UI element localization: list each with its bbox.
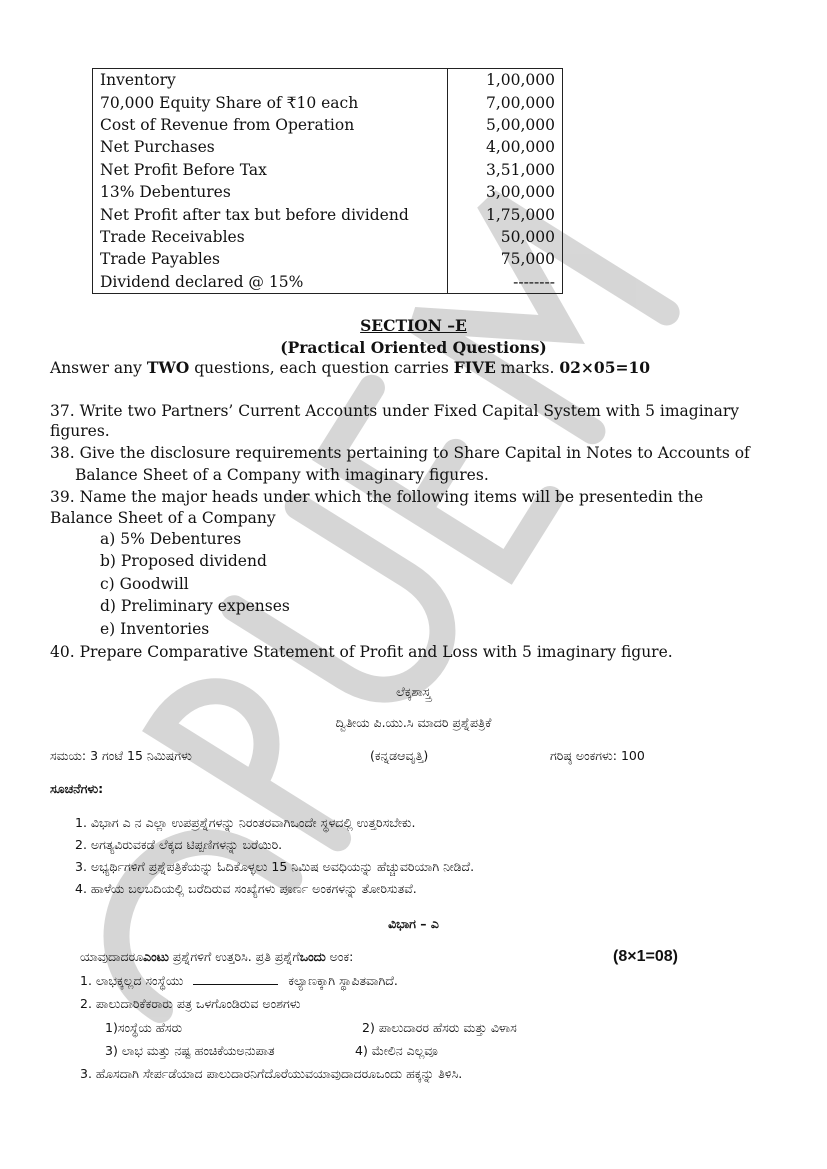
question-38: 38. Give the disclosure requirements pertaining to Share Capital in Notes to Accounts of (50, 444, 750, 462)
kannada-time: ಸಮಯ: 3 ಗಂಟೆ 15 ನಿಮಿಷಗಳು (50, 748, 192, 763)
item-cell: Inventory (100, 71, 176, 90)
question-37: 37. Write two Partners’ Current Accounts under Fixed Capital System with 5 imaginary (50, 402, 740, 420)
amount-cell: 1,75,000 (448, 203, 563, 225)
kannada-question-3: 3. ಹೊಸದಾಗಿ ಸೇರ್ಪಡೆಯಾದ ಪಾಲುದಾರನಿಗೆದೊರೆಯುವಯಾವುದಾದರೂಒಂದು ಹಕ್ಕನ್ನು ತಿಳಿಸಿ. (80, 1066, 463, 1081)
q2-option: 4) ಮೇಲಿನ ಎಲ್ಲವೂ (355, 1043, 438, 1058)
financial-data-table (92, 68, 563, 294)
q39-item: e) Inventories (100, 620, 210, 638)
kannada-instructions-title: ಸೂಚನೆಗಳು: (50, 781, 104, 796)
q39-item: a) 5% Debentures (100, 530, 242, 548)
table-row (93, 91, 563, 113)
table-row (93, 181, 563, 203)
section-e-title: SECTION –E (360, 316, 467, 335)
q2-option: 3) ಲಾಭ ಮತ್ತು ನಷ್ಟ ಹಂಚಿಕೆಯಅನುಪಾತ (105, 1043, 275, 1058)
amount-cell: 3,00,000 (448, 181, 563, 203)
amount-cell: 3,51,000 (448, 159, 563, 181)
kannada-question-1: 1. ಲಾಭಕ್ಕಲ್ಲದ ಸಂಸ್ಥೆಯು ಕಲ್ಯಾಣಕ್ಕಾಗಿ ಸ್ಥಾಪಿತವಾಗಿದೆ. (80, 973, 398, 988)
amount-cell: 7,00,000 (448, 91, 563, 113)
kannada-paper-title: ದ್ವಿತೀಯ ಪಿ.ಯು.ಸಿ ಮಾದರಿ ಪ್ರಶ್ನೆಪತ್ರಿಕೆ (335, 715, 492, 730)
kannada-max-marks: ಗರಿಷ್ಠ ಅಂಕಗಳು: 100 (550, 748, 645, 763)
instruction-item: 4. ಹಾಳೆಯ ಬಲಬದಿಯಲ್ಲಿ ಬರೆದಿರುವ ಸಂಖ್ಯೆಗಳು ಪೂರ್ಣ ಅಂಕಗಳನ್ನು ತೋರಿಸುತವೆ. (75, 881, 417, 896)
q39-item: c) Goodwill (100, 575, 189, 593)
question-38-cont: Balance Sheet of a Company with imaginary figures. (75, 466, 489, 484)
q39-item: d) Preliminary expenses (100, 597, 290, 615)
item-cell: 70,000 Equity Share of ₹10 each (100, 93, 359, 112)
table-row (93, 203, 563, 225)
kannada-question-2: 2. ಪಾಲುದಾರಿಕೆಕರಾರು ಪತ್ರ ಒಳಗೊಂಡಿರುವ ಅಂಶಗಳು (80, 996, 301, 1011)
amount-cell: -------- (448, 271, 563, 294)
table-row (93, 114, 563, 136)
item-cell: Cost of Revenue from Operation (100, 115, 355, 134)
instruction-item: 3. ಅಭ್ಯರ್ಥಿಗಳಿಗೆ ಪ್ರಶ್ನೆಪತ್ರಿಕೆಯನ್ನು ಓದಿಕೊಳ್ಳಲು 15 ನಿಮಿಷ ಅವಧಿಯನ್ನು ಹೆಚ್ಚುವರಿಯಾಗಿ ನೀಡಿದೆ. (75, 859, 475, 874)
instruction-item: 1. ವಿಭಾಗ ಎ ನ ಎಲ್ಲಾ ಉಪಪ್ರಶ್ನೆಗಳನ್ನು ನಿರಂತರವಾಗಿಒಂದೇ ಸ್ಥಳದಲ್ಲಿ ಉತ್ತರಿಸಬೇಕು. (75, 815, 416, 830)
instruction-item: 2. ಅಗತ್ಯವಿರುವಕಡೆ ಲೆಕ್ಕದ ಟಿಪ್ಪಣಿಗಳನ್ನು ಬರೆಯಿರಿ. (75, 837, 283, 852)
amount-cell: 5,00,000 (448, 114, 563, 136)
item-cell: Net Profit after tax but before dividend (100, 205, 409, 224)
item-cell: Trade Payables (100, 250, 220, 269)
table-row (93, 226, 563, 248)
amount-cell: 1,00,000 (448, 69, 563, 92)
table-row (93, 69, 563, 92)
amount-cell: 4,00,000 (448, 136, 563, 158)
section-a-marks: (8×1=08) (613, 948, 678, 965)
item-cell: Dividend declared @ 15% (100, 272, 304, 291)
table-row (93, 271, 563, 294)
section-a-title: ವಿಭಾಗ – ಎ (388, 916, 439, 931)
item-cell: Net Profit Before Tax (100, 160, 267, 179)
q39-item: b) Proposed dividend (100, 552, 267, 570)
amount-cell: 50,000 (448, 226, 563, 248)
table-row (93, 136, 563, 158)
table-row (93, 248, 563, 270)
question-37-cont: figures. (50, 422, 110, 440)
question-40: 40. Prepare Comparative Statement of Profit and Loss with 5 imaginary figure. (50, 643, 673, 661)
section-e-subtitle: (Practical Oriented Questions) (280, 338, 547, 357)
question-39-cont: Balance Sheet of a Company (50, 509, 276, 527)
q2-option: 2) ಪಾಲುದಾರರ ಹೆಸರು ಮತ್ತು ವಿಳಾಸ (362, 1020, 517, 1035)
q2-option: 1)ಸಂಸ್ಥೆಯ ಹೆಸರು (105, 1020, 183, 1035)
item-cell: 13% Debentures (100, 183, 231, 202)
kannada-subject: ಲೆಕ್ಕಶಾಸ್ತ್ರ (396, 684, 431, 699)
item-cell: Trade Receivables (100, 227, 245, 246)
item-cell: Net Purchases (100, 138, 215, 157)
kannada-version: (ಕನ್ನಡಆವೃತ್ತಿ) (370, 748, 429, 763)
section-a-instructions: ಯಾವುದಾದರೂಎಂಟು ಪ್ರಶ್ನೆಗಳಿಗೆ ಉತ್ತರಿಸಿ. ಪ್ರತಿ ಪ್ರಶ್ನೆಗೆಒಂದು ಅಂಕ: (80, 949, 354, 964)
amount-cell: 75,000 (448, 248, 563, 270)
section-e-instructions: Answer any TWO questions, each question carries FIVE marks. 02×05=10 (50, 358, 651, 377)
question-39: 39. Name the major heads under which the following items will be presentedin the (50, 488, 704, 506)
table-row (93, 159, 563, 181)
